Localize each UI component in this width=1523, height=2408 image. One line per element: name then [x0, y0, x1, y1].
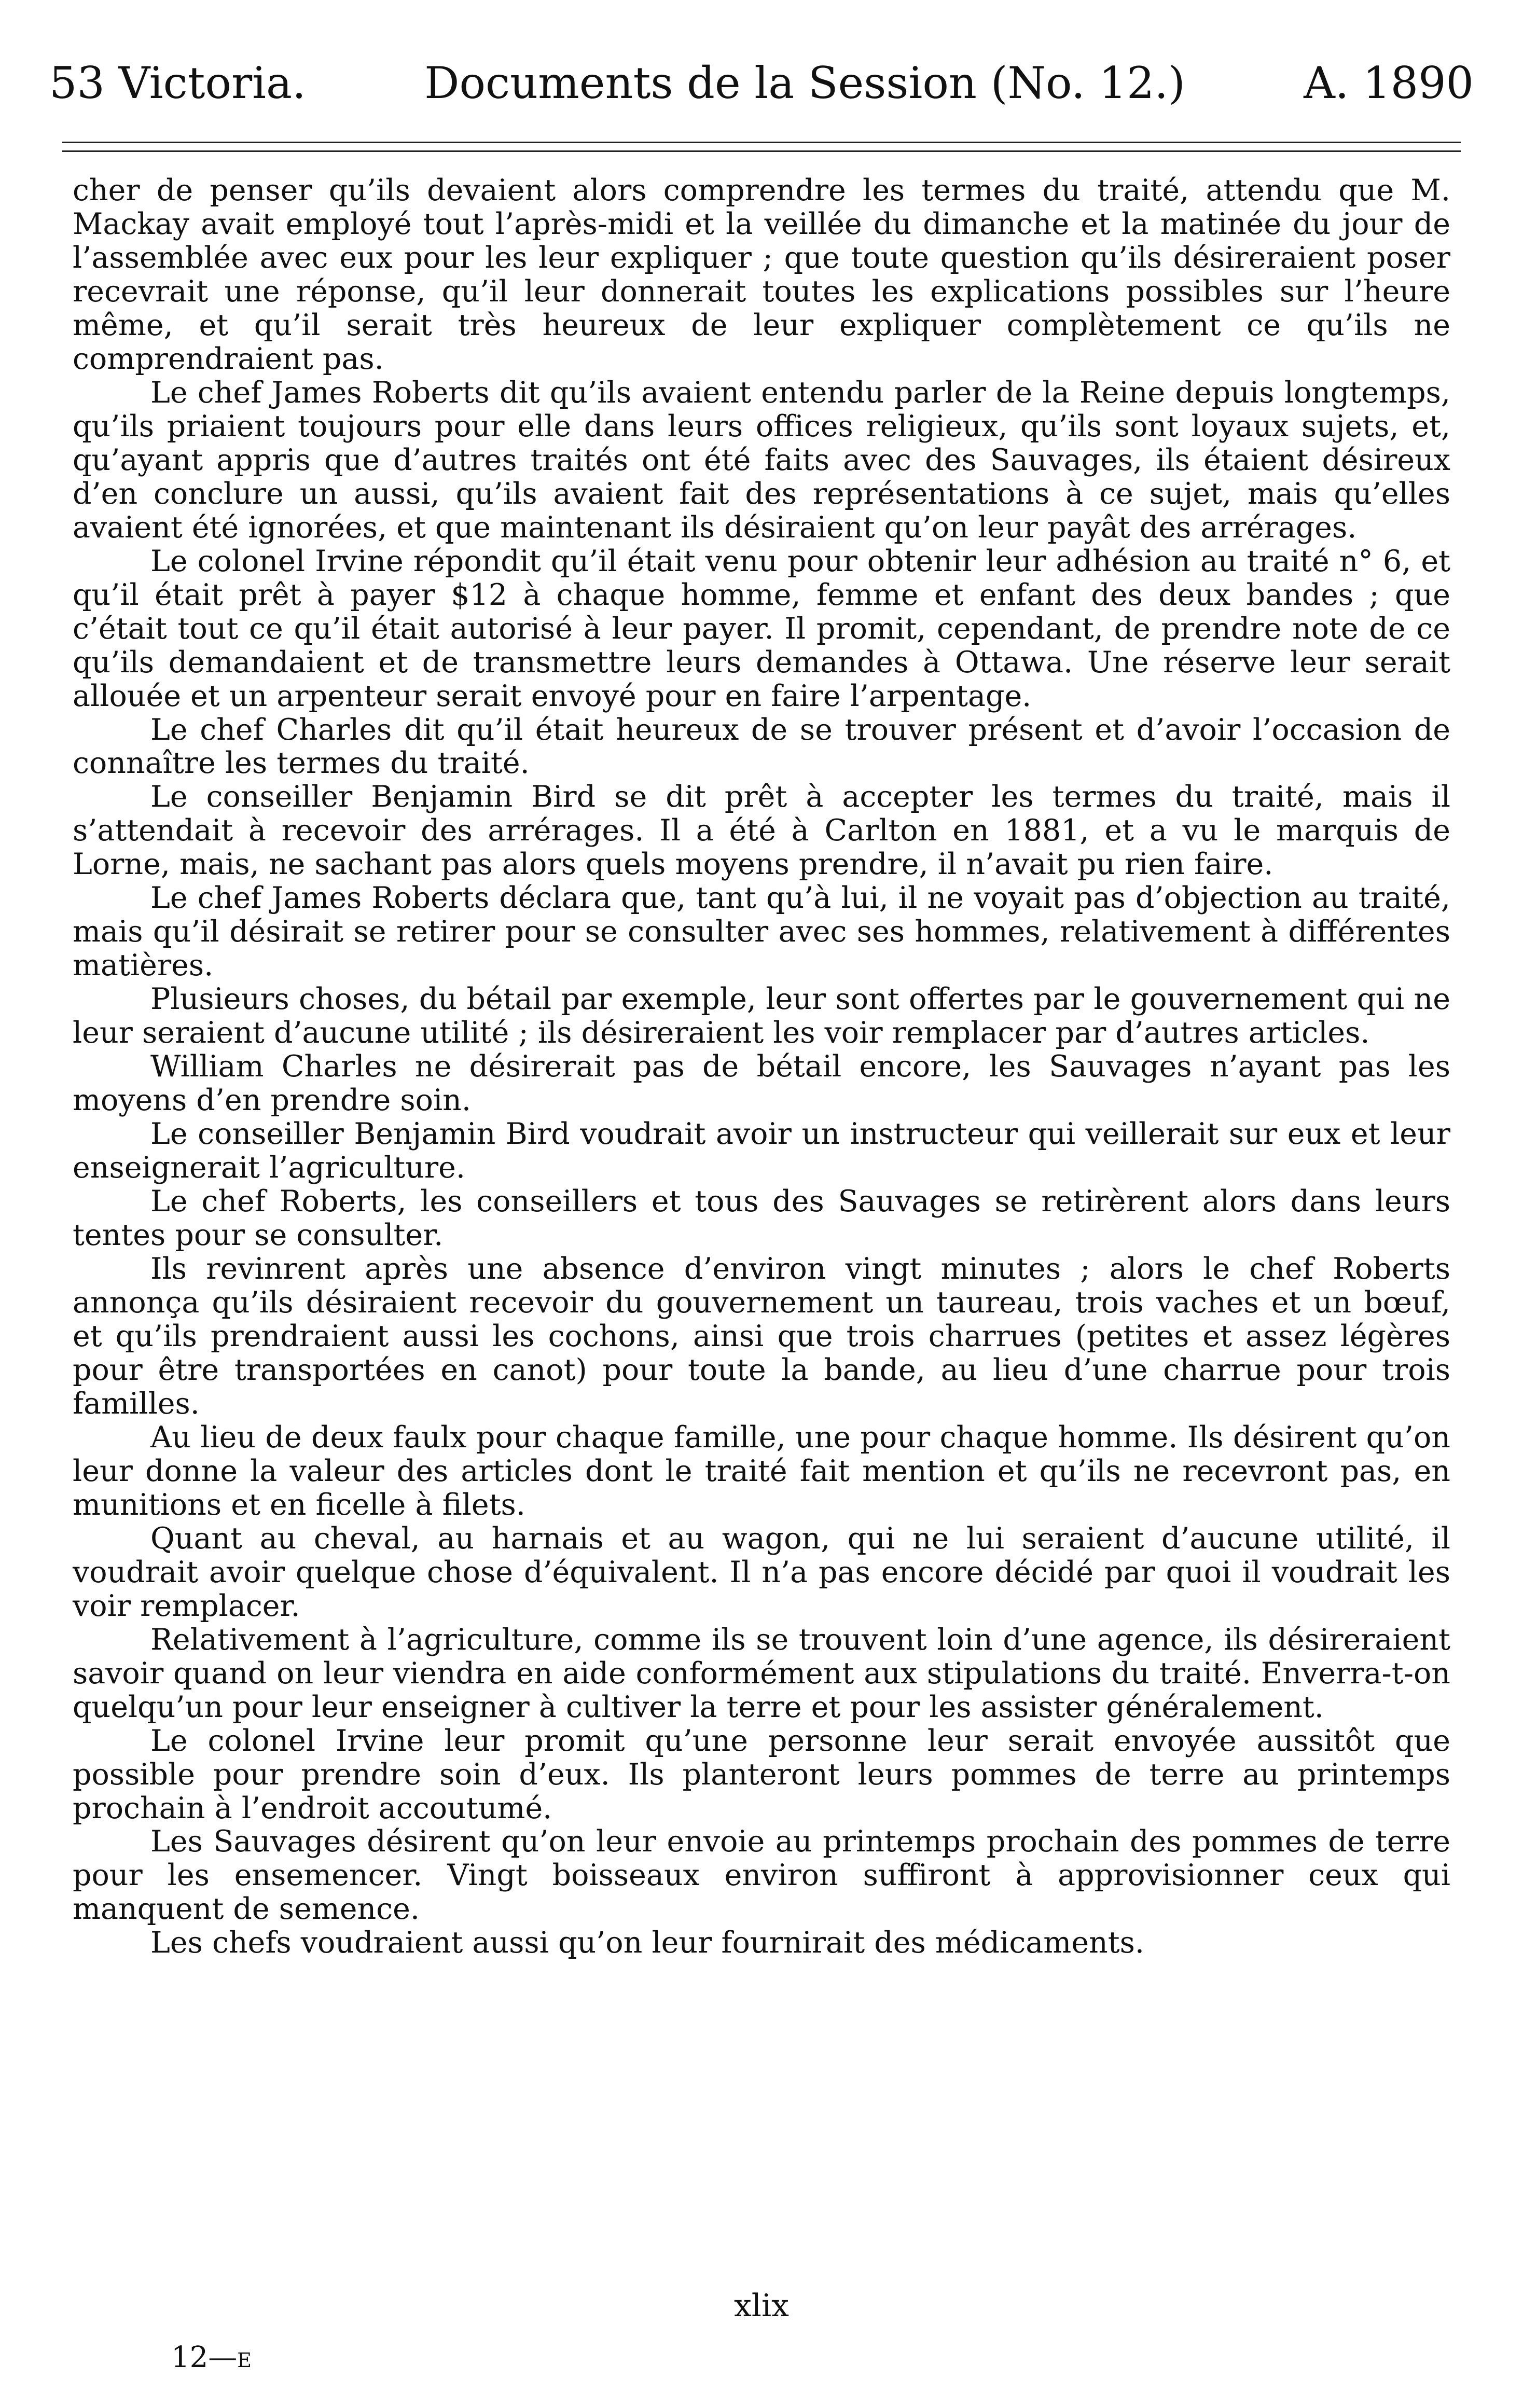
body-text — [73, 174, 1450, 1960]
paragraph: Le colonel Irvine leur promit qu’une personne leur serait envoyée aussitôt que possible pour prendre soin d’eux. Ils planteront leurs pommes de terre au printemps prochain à l’endroit accoutumé. — [73, 1723, 1450, 1825]
printer-signature — [171, 2341, 252, 2374]
header-left: 53 Victoria. — [49, 58, 306, 108]
paragraph: Plusieurs choses, du bétail par exemple, leur sont offertes par le gouvernement qui ne leur seraient d’aucune utilité ; ils désireraient les voir remplacer par d’autres articles. — [73, 982, 1450, 1050]
paragraph: Les chefs voudraient aussi qu’on leur fournirait des médicaments. — [150, 1926, 1145, 1960]
paragraph: Les Sauvages désirent qu’on leur envoie au printemps prochain des pommes de terre pour les ensemencer. Vingt boisseaux environ suffiront à approvisionner ceux qui manquent de semence. — [73, 1824, 1450, 1927]
header-rule-top — [62, 142, 1461, 143]
header-rule-bottom — [62, 150, 1461, 152]
header-center: Documents de la Session (No. 12.) — [424, 58, 1185, 108]
paragraph: Le chef James Roberts déclara que, tant qu’à lui, il ne voyait pas d’objection au traité, mais qu’il désirait se retirer pour se consulter avec ses hommes, relativement à différentes matières. — [73, 881, 1450, 983]
page-folio: xlix — [733, 2288, 790, 2324]
paragraph: Le conseiller Benjamin Bird se dit prêt à accepter les termes du traité, mais il s’attendait à recevoir des arrérages. Il a été à Carlton en 1881, et a vu le marquis de Lorne, mais, ne sachant pas alors quels moyens prendre, il n’avait pu rien faire. — [73, 780, 1450, 882]
paragraph: Ils revinrent après une absence d’environ vingt minutes ; alors le chef Roberts annonça qu’ils désiraient recevoir du gouvernement un taureau, trois vaches et un bœuf, et qu’ils prendraient aussi les cochons, ainsi que trois charrues (petites et assez légères pour être transportées en canot) pour toute la bande, au lieu d’une charrue pour trois familles. — [73, 1252, 1450, 1421]
header-right: A. 1890 — [1304, 58, 1474, 108]
signature-letter: E — [237, 2349, 252, 2372]
paragraph: Relativement à l’agriculture, comme ils se trouvent loin d’une agence, ils désireraient savoir quand on leur viendra en aide conformément aux stipulations du traité. Enverra-t-on quelqu’un pour leur enseigner à cultiver la terre et pour les assister généralement. — [73, 1622, 1450, 1724]
running-header — [49, 52, 1474, 114]
signature-number: 12— — [171, 2341, 238, 2374]
paragraph: Quant au cheval, au harnais et au wagon, qui ne lui seraient d’aucune utilité, il voudrait avoir quelque chose d’équivalent. Il n’a pas encore décidé par quoi il voudrait les voir remplacer. — [73, 1521, 1450, 1623]
paragraph: Le chef James Roberts dit qu’ils avaient entendu parler de la Reine depuis longtemps, qu’ils priaient toujours pour elle dans leurs offices religieux, qu’ils sont loyaux sujets, et, qu’ayant appris que d’autres traités ont été faits avec des Sauvages, ils étaient désireux d’en conclure un aussi, qu’ils avaient fait des représentations à ce sujet, mais qu’elles avaient été ignorées, et que maintenant ils désiraient qu’on leur payât des arrérages. — [73, 375, 1450, 545]
paragraph: Le chef Roberts, les conseillers et tous des Sauvages se retirèrent alors dans leurs tentes pour se consulter. — [73, 1184, 1450, 1253]
paragraph: Le chef Charles dit qu’il était heureux de se trouver présent et d’avoir l’occasion de connaître les termes du traité. — [73, 712, 1450, 781]
paragraph: cher de penser qu’ils devaient alors comprendre les termes du traité, attendu que M. Mackay avait employé tout l’après-midi et la veillée du dimanche et la matinée du jour de l’assemblée avec eux pour les leur expliquer ; que toute question qu’ils désireraient poser recevrait une réponse, qu’il leur donnerait toutes les explications possibles sur l’heure même, et qu’il serait très heureux de leur expliquer complètement ce qu’ils ne comprendraient pas. — [73, 173, 1450, 376]
paragraph: Le colonel Irvine répondit qu’il était venu pour obtenir leur adhésion au traité n° 6, et qu’il était prêt à payer $12 à chaque homme, femme et enfant des deux bandes ; que c’était tout ce qu’il était autorisé à leur payer. Il promit, cependant, de prendre note de ce qu’ils demandaient et de transmettre leurs demandes à Ottawa. Une réserve leur serait allouée et un arpenteur serait envoyé pour en faire l’arpentage. — [73, 544, 1450, 713]
paragraph: Le conseiller Benjamin Bird voudrait avoir un instructeur qui veillerait sur eux et leur enseignerait l’agriculture. — [73, 1117, 1450, 1185]
paragraph: William Charles ne désirerait pas de bétail encore, les Sauvages n’ayant pas les moyens d’en prendre soin. — [73, 1049, 1450, 1118]
paragraph: Au lieu de deux faulx pour chaque famille, une pour chaque homme. Ils désirent qu’on leur donne la valeur des articles dont le traité fait mention et qu’ils ne recevront pas, en munitions et en ficelle à filets. — [73, 1420, 1450, 1522]
